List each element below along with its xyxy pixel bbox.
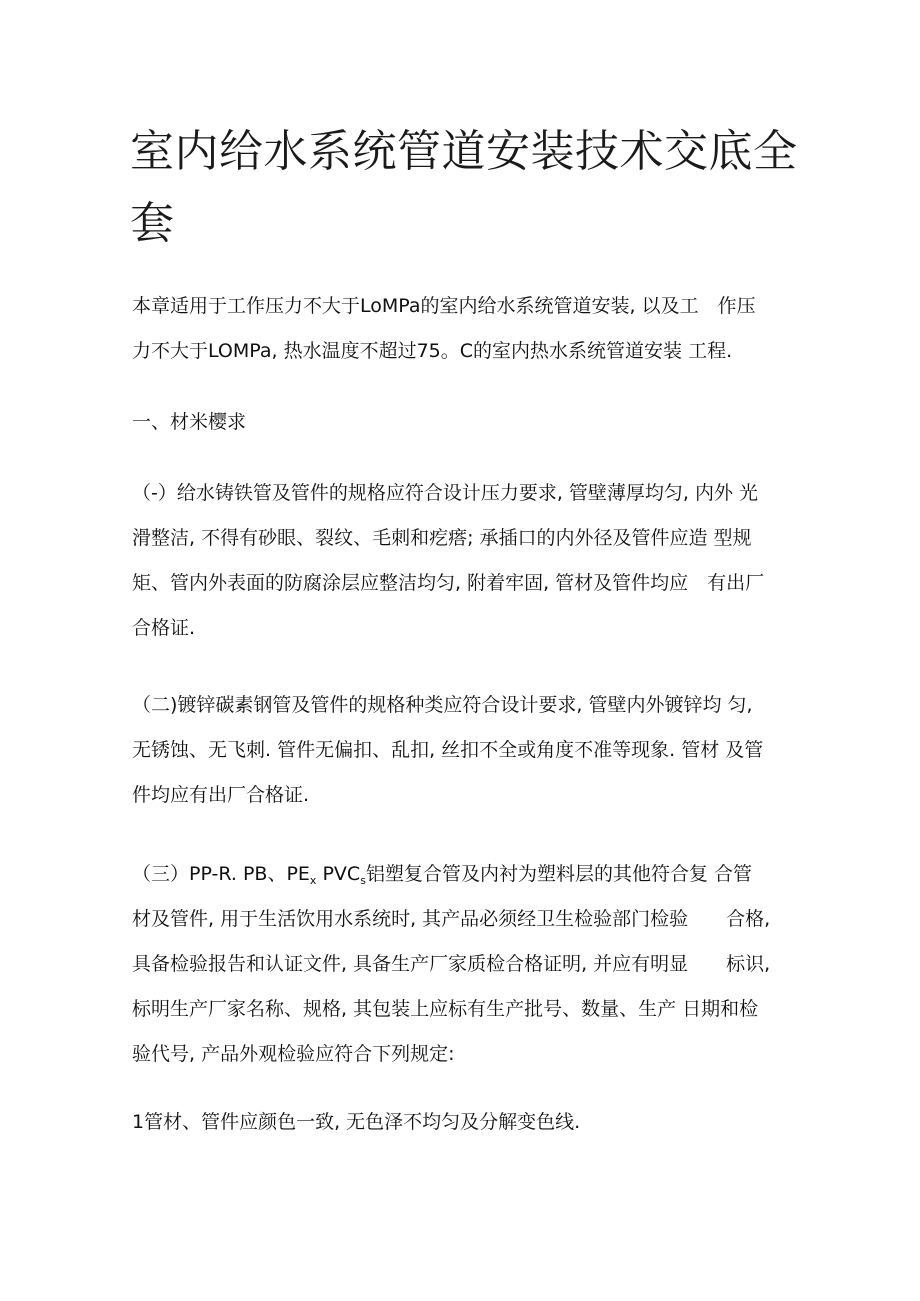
item-2-line-2: 无锈蚀、无飞刺. 管件无偏扣、乱扣, 丝扣不全或角度不准等现象. 管材 及管 bbox=[132, 739, 764, 761]
subscript-s: s bbox=[360, 874, 366, 887]
section-heading bbox=[132, 400, 802, 445]
item-3-line-1-part-b: PVC bbox=[316, 863, 361, 885]
rule-1-text: 1管材、管件应颜色一致, 无色泽不均匀及分解变色线. bbox=[132, 1111, 581, 1133]
item-2-paragraph bbox=[132, 683, 802, 818]
intro-line-1: 本章适用于工作压力不大于LoMPa的室内给水系统管道安装, 以及工 作压 bbox=[132, 295, 756, 317]
item-3-line-5: 验代号, 产品外观检验应符合下列规定: bbox=[132, 1043, 455, 1065]
item-1-line-2: 滑整洁, 不得有砂眼、裂纹、毛刺和疙瘩; 承插口的内外径及管件应造 型规 bbox=[132, 527, 752, 549]
title-line-2: 套 bbox=[130, 198, 175, 249]
item-3-line-2: 材及管件, 用于生活饮用水系统时, 其产品必须经卫生检验部门检验 合格, bbox=[132, 908, 771, 930]
document-title bbox=[130, 116, 810, 260]
subscript-x: x bbox=[309, 874, 317, 887]
item-1-line-4: 合格证. bbox=[132, 617, 196, 639]
item-2-line-3: 件均应有出厂合格证. bbox=[132, 784, 310, 806]
item-3-line-1-part-c: 铝塑复合管及内衬为塑料层的其他符合复 合管 bbox=[365, 863, 752, 885]
item-3-line-1-part-a: （三）PP-R. PB、PE bbox=[132, 863, 310, 885]
section-heading-text: 一、材米樱求 bbox=[132, 411, 247, 433]
item-3-line-3: 具备检验报告和认证文件, 具备生产厂家质检合格证明, 并应有明显 标识, bbox=[132, 953, 771, 975]
rule-1-paragraph bbox=[132, 1100, 802, 1145]
intro-line-2: 力不大于LOMPa, 热水温度不超过75。C的室内热水系统管道安装 工程. bbox=[132, 340, 733, 362]
title-line-1: 室内给水系统管道安装技术交底全 bbox=[130, 126, 798, 177]
item-3-line-1 bbox=[132, 852, 802, 897]
item-3-paragraph bbox=[132, 852, 802, 1077]
item-1-paragraph bbox=[132, 471, 802, 651]
item-3-line-4: 标明生产厂家名称、规格, 其包装上应标有生产批号、数量、生产 日期和检 bbox=[132, 998, 759, 1020]
item-2-line-1: （二)镀锌碳素钢管及管件的规格种类应符合设计要求, 管壁内外镀锌均 匀, bbox=[132, 694, 753, 716]
item-1-line-1: （-）给水铸铁管及管件的规格应符合设计压力要求, 管壁薄厚均匀, 内外 光 bbox=[132, 482, 759, 504]
intro-paragraph bbox=[132, 284, 802, 374]
item-1-line-3: 矩、管内外表面的防腐涂层应整洁均匀, 附着牢固, 管材及管件均应 有出厂 bbox=[132, 572, 765, 594]
